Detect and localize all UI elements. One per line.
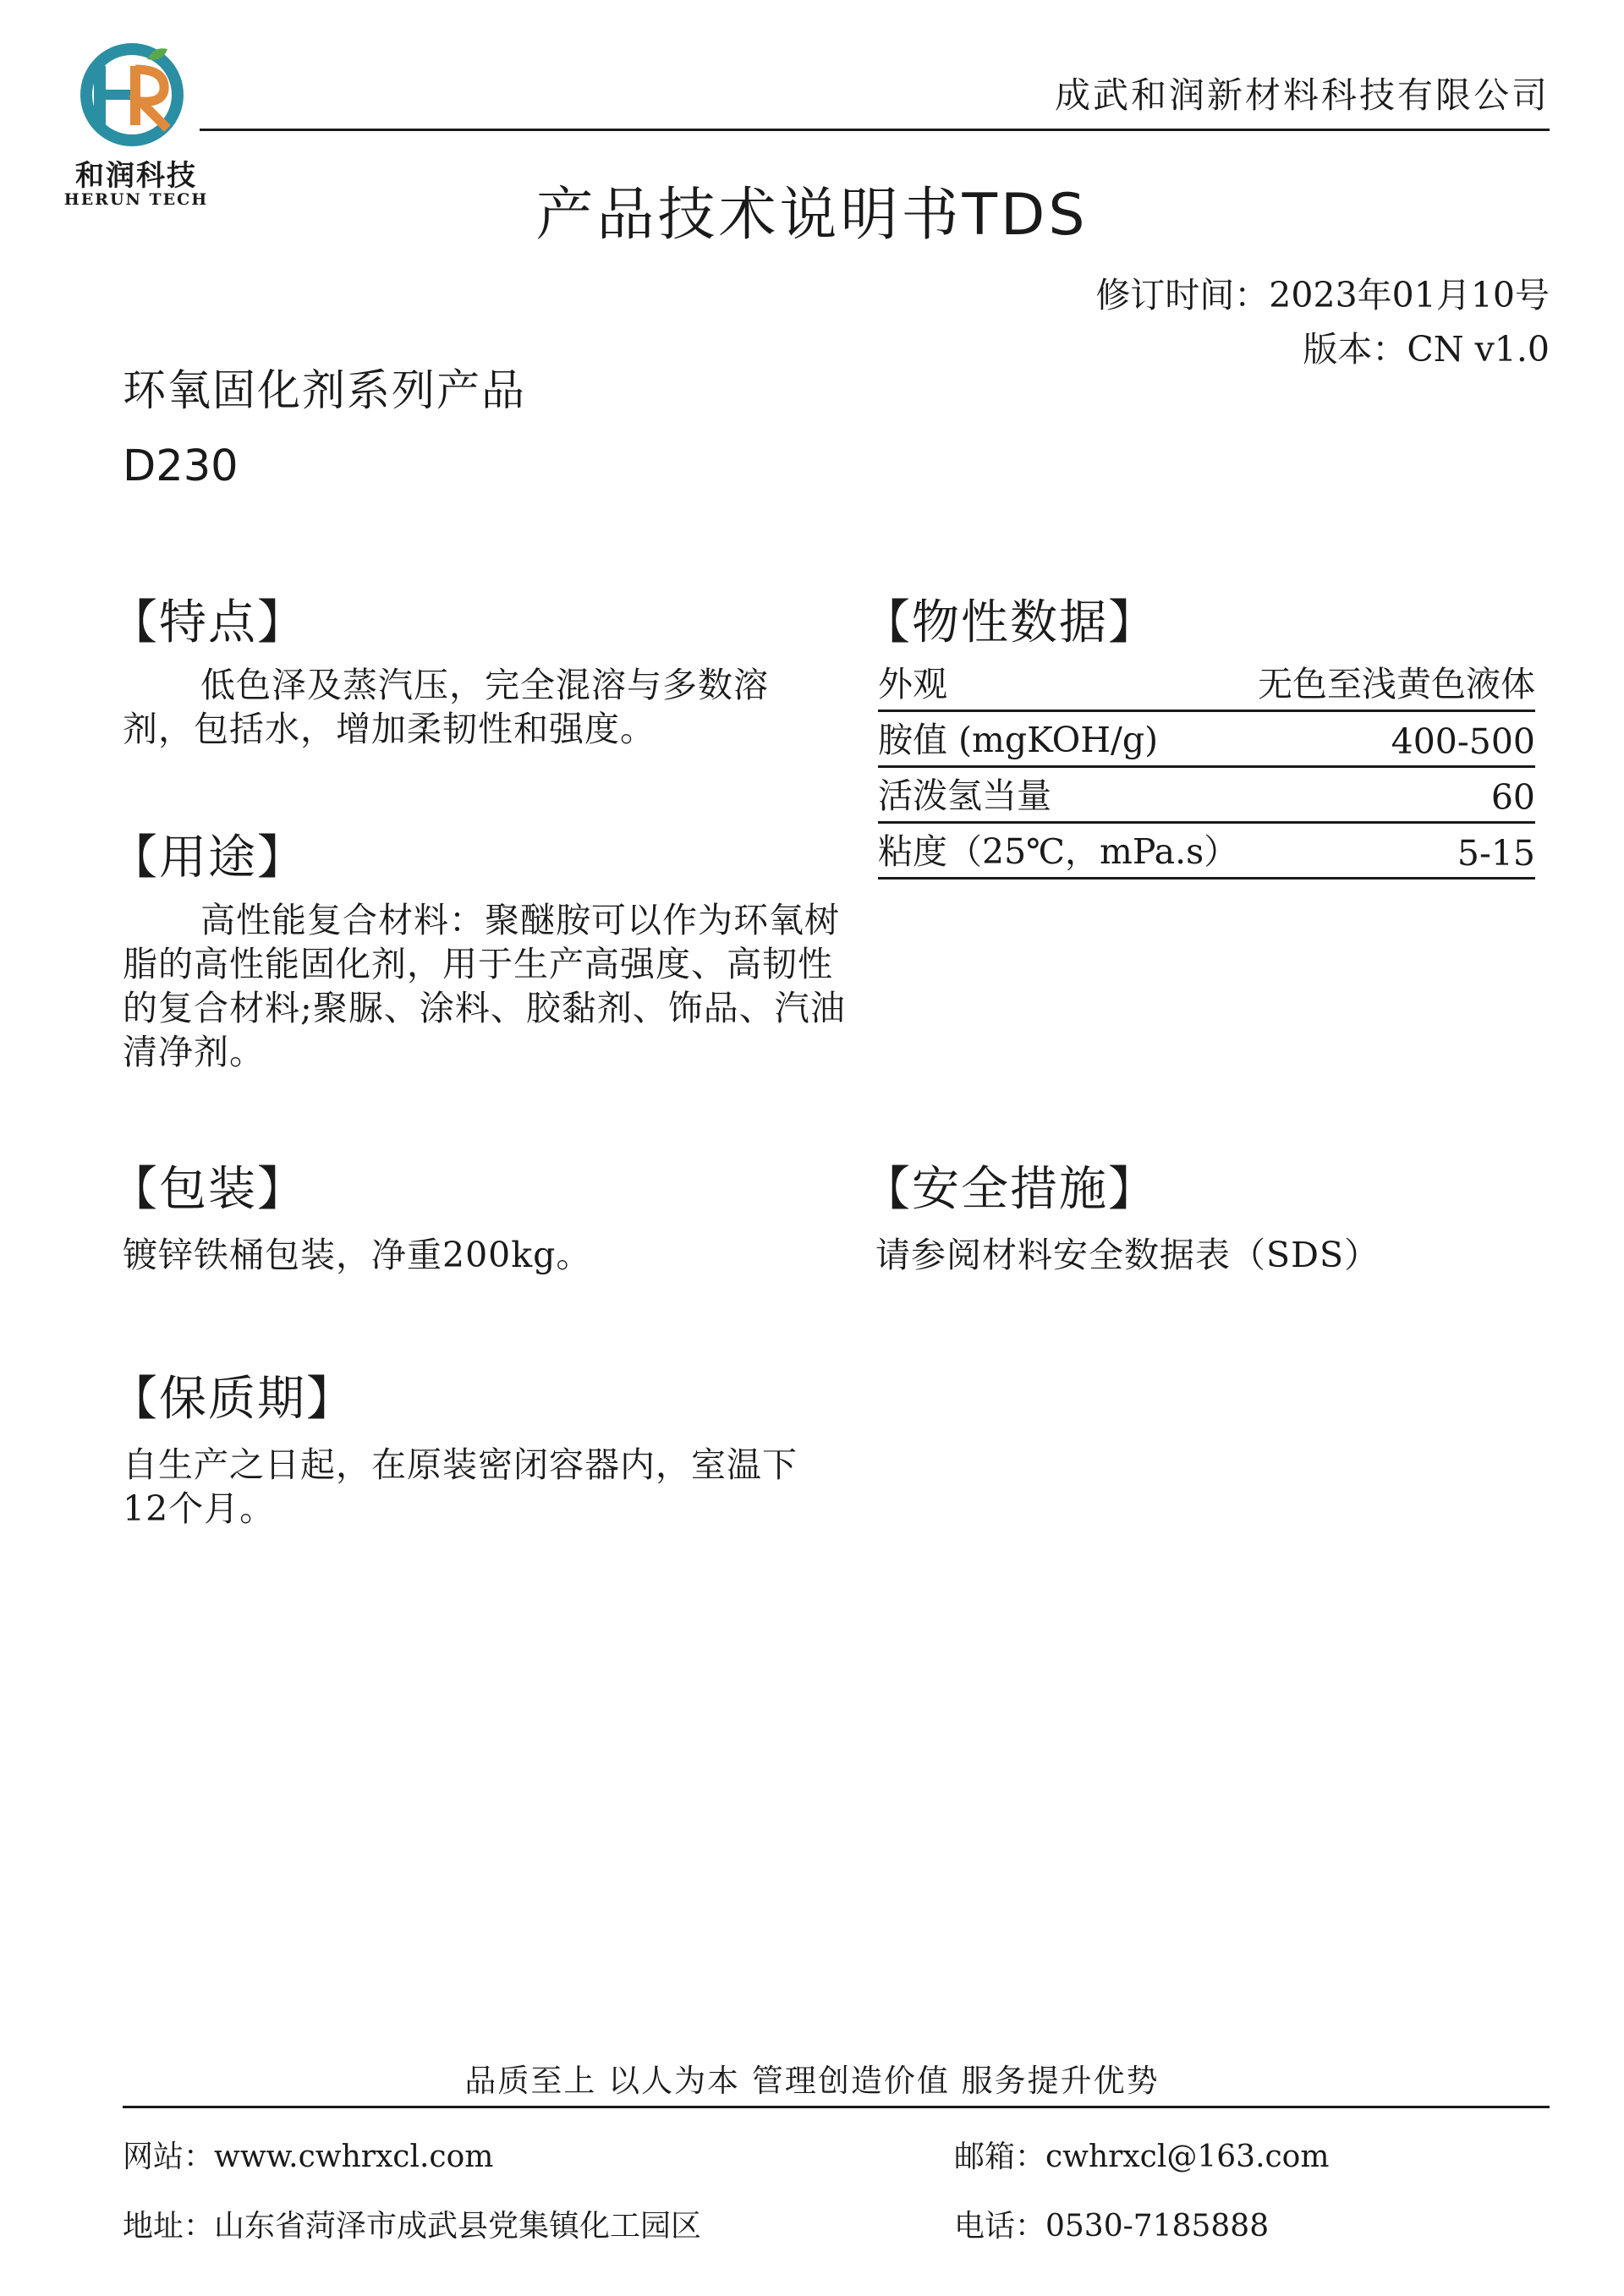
version-label: 版本：CN v1.0 [1303, 329, 1550, 370]
property-row [878, 824, 1535, 879]
property-name: 外观 [878, 664, 947, 704]
shelf-life-heading: 【保质期】 [110, 1372, 355, 1427]
footer-email[interactable]: 邮箱：cwhrxcl@163.com [954, 2140, 1330, 2174]
logo-english-name: HERUN TECH [63, 190, 209, 209]
shelf-life-text: 自生产之日起，在原装密闭容器内，室温下12个月。 [123, 1444, 798, 1529]
property-row [878, 712, 1535, 768]
packaging-text: 镀锌铁桶包装，净重200kg。 [123, 1235, 592, 1275]
safety-heading: 【安全措施】 [863, 1162, 1157, 1217]
product-code: D230 [123, 441, 239, 491]
product-series: 环氧固化剂系列产品 [123, 366, 527, 416]
properties-table [878, 660, 1535, 879]
property-name: 胺值 (mgKOH/g) [878, 720, 1159, 760]
property-value: 400-500 [1391, 721, 1535, 762]
logo-chinese-name: 和润科技 [75, 159, 197, 193]
footer-slogan: 品质至上 以人为本 管理创造价值 服务提升优势 [464, 2063, 1160, 2099]
properties-heading: 【物性数据】 [863, 595, 1157, 650]
property-name: 活泼氢当量 [878, 775, 1051, 816]
property-row [878, 660, 1535, 712]
property-row [878, 768, 1535, 824]
footer-website[interactable]: 网站：www.cwhrxcl.com [123, 2140, 494, 2174]
usage-heading: 【用途】 [110, 830, 306, 885]
footer-address: 地址：山东省菏泽市成武县党集镇化工园区 [123, 2209, 702, 2244]
company-name: 成武和润新材料科技有限公司 [1054, 74, 1550, 116]
revision-date: 修订时间：2023年01月10号 [1095, 275, 1550, 315]
property-value: 无色至浅黄色液体 [1258, 664, 1535, 704]
footer-phone: 电话：0530-7185888 [954, 2209, 1270, 2244]
features-heading: 【特点】 [110, 595, 306, 650]
features-text: 低色泽及蒸汽压，完全混溶与多数溶剂，包括水，增加柔韧性和强度。 [123, 665, 769, 749]
packaging-heading: 【包装】 [110, 1162, 306, 1217]
property-value: 5-15 [1457, 833, 1535, 874]
document-title: 产品技术说明书TDS [535, 182, 1089, 249]
property-name: 粘度（25℃，mPa.s） [878, 831, 1239, 872]
property-value: 60 [1490, 777, 1535, 818]
usage-text: 高性能复合材料：聚醚胺可以作为环氧树脂的高性能固化剂，用于生产高强度、高韧性的复合材料;聚脲、涂料、胶黏剂、饰品、汽油清净剂。 [123, 900, 846, 1072]
safety-text: 请参阅材料安全数据表（SDS） [875, 1235, 1380, 1275]
footer-divider [123, 2106, 1550, 2108]
logo-hr-icon [66, 41, 201, 151]
header-divider [200, 129, 1550, 131]
